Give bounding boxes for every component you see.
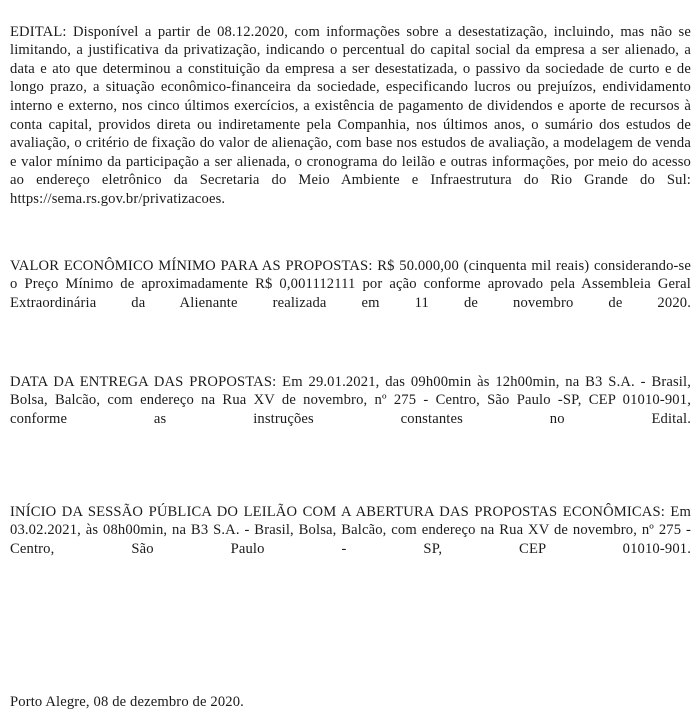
paragraph-inicio-sessao-publica: INÍCIO DA SESSÃO PÚBLICA DO LEILÃO COM A ABERTURA DAS PROPOSTAS ECONÔMICAS: Em 03.02.2021, às 08h00min, na B3 S.A. - Brasil, Bolsa, Balcão, com endereço na Rua XV de novembro, nº 275 - Centro, São Paulo - SP, CEP 01010-901. xyxy=(10,503,691,557)
paragraph-data-entrega-propostas: DATA DA ENTREGA DAS PROPOSTAS: Em 29.01.2021, das 09h00min às 12h00min, na B3 S.A. - Brasil, Bolsa, Balcão, com endereço na Rua XV de novembro, nº 275 - Centro, São Paulo -SP, CEP 01010-901, conforme as instruções constantes no Edital. xyxy=(10,373,691,427)
paragraph-edital: EDITAL: Disponível a partir de 08.12.2020, com informações sobre a desestatização, incluindo, mas não se limitando, a justificativa da privatização, indicando o percentual do capital social da empresa a ser alienado, a data e ato que determinou a constituição da empresa a ser desestatizada, o passivo da sociedade de curto e de longo prazo, a situação econômico-financeira da sociedade, especificando lucros ou prejuízos, endividamento interno e externo, nos cinco últimos exercícios, a existência de pagamento de dividendos e aporte de recursos à conta capital, providos direta ou indiretamente pela Companhia, nos últimos anos, o sumário dos estudos de avaliação, o critério de fixação do valor de alienação, com base nos estudos de avaliação, a modelagem de venda e valor mínimo da participação a ser alienada, o cronograma do leilão e outras informações, por meio do acesso ao endereço eletrônico da Secretaria do Meio Ambiente e Infraestrutura do Rio Grande do Sul: https://sema.rs.gov.br/privatizacoes. xyxy=(10,23,691,207)
paragraph-valor-economico-minimo: VALOR ECONÔMICO MÍNIMO PARA AS PROPOSTAS: R$ 50.000,00 (cinquenta mil reais) considerando-se o Preço Mínimo de aproximadamente R$ 0,001112111 por ação conforme aprovado pela Assembleia Geral Extraordinária da Alienante realizada em 11 de novembro de 2020. xyxy=(10,257,691,311)
closing-place-and-date: Porto Alegre, 08 de dezembro de 2020. xyxy=(10,693,244,710)
